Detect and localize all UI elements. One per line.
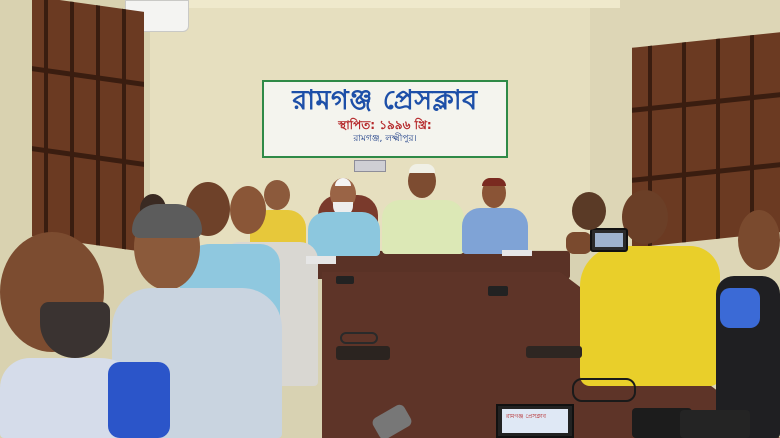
eyeglasses-small — [340, 332, 378, 344]
phone-on-table-3 — [488, 286, 508, 296]
press-club-banner — [262, 80, 508, 158]
banner-established: স্থাপিত: ১৯৯৬ খ্রি: — [338, 118, 432, 132]
phone-on-table-4 — [336, 276, 354, 284]
paper-on-table — [306, 256, 336, 264]
person-back-4 — [462, 178, 528, 254]
person-back-2 — [308, 178, 380, 256]
chair-blue-right — [720, 288, 760, 328]
chair-blue-left — [108, 362, 170, 438]
banner-location: রামগঞ্জ, লক্ষ্মীপুর। — [353, 134, 417, 144]
ceiling-edge — [150, 0, 620, 8]
person-right-2 — [568, 192, 618, 272]
phone-on-table-6 — [680, 410, 750, 438]
banner-title: রামগঞ্জ প্রেসক্লাব — [292, 85, 478, 116]
paper-on-table-2 — [502, 250, 532, 256]
phone-on-table-1 — [336, 346, 390, 360]
eyeglasses-on-table — [572, 378, 636, 402]
person-back-3 — [382, 164, 464, 254]
phone-screen-title: রামগঞ্জ প্রেসক্লাব — [506, 413, 546, 420]
phone-on-table-2 — [526, 346, 582, 358]
phone-showing-banner — [496, 404, 574, 438]
